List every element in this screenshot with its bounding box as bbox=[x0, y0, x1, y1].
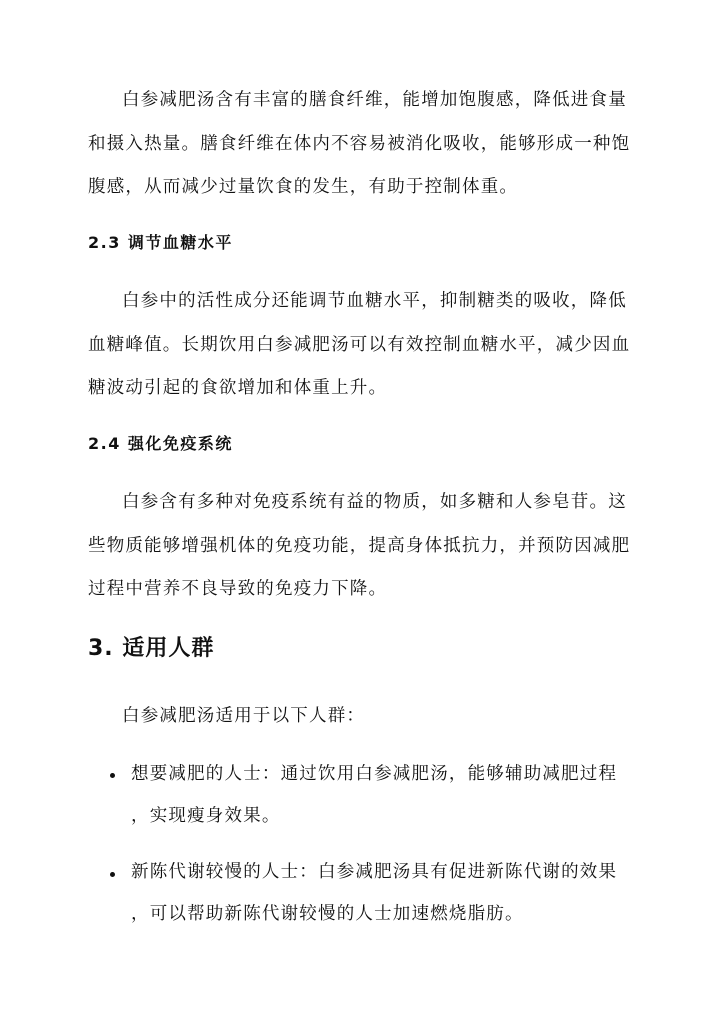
section-heading-2-3: 2.3 调节血糖水平 bbox=[88, 233, 233, 252]
bullet-line: 新陈代谢较慢的人士：白参减肥汤具有促进新陈代谢的效果 bbox=[131, 862, 618, 882]
paragraph-line: 白参减肥汤含有丰富的膳食纤维，能增加饱腹感，降低进食量 bbox=[122, 90, 627, 110]
bullet-line: 想要减肥的人士：通过饮用白参减肥汤，能够辅助减肥过程 bbox=[131, 764, 618, 784]
paragraph-line: 些物质能够增强机体的免疫功能，提高身体抵抗力，并预防因减肥 bbox=[88, 536, 631, 556]
section-heading-3: 3. 适用人群 bbox=[88, 636, 215, 661]
paragraph-line: 白参中的活性成分还能调节血糖水平，抑制糖类的吸收，降低 bbox=[122, 291, 627, 311]
section-intro: 白参减肥汤适用于以下人群： bbox=[122, 706, 366, 726]
section-heading-2-4: 2.4 强化免疫系统 bbox=[88, 434, 233, 453]
paragraph-line: 过程中营养不良导致的免疫力下降。 bbox=[88, 579, 388, 599]
bullet-line: ，实现瘦身效果。 bbox=[131, 806, 281, 826]
paragraph-line: 腹感，从而减少过量饮食的发生，有助于控制体重。 bbox=[88, 177, 519, 197]
bullet-dot bbox=[110, 872, 115, 877]
bullet-dot bbox=[110, 773, 115, 778]
bullet-line: ，可以帮助新陈代谢较慢的人士加速燃烧脂肪。 bbox=[131, 904, 524, 924]
paragraph-line: 白参含有多种对免疫系统有益的物质，如多糖和人参皂苷。这 bbox=[122, 492, 627, 512]
paragraph-line: 糖波动引起的食欲增加和体重上升。 bbox=[88, 378, 388, 398]
paragraph-line: 血糖峰值。长期饮用白参减肥汤可以有效控制血糖水平，减少因血 bbox=[88, 335, 631, 355]
paragraph-line: 和摄入热量。膳食纤维在体内不容易被消化吸收，能够形成一种饱 bbox=[88, 134, 631, 154]
